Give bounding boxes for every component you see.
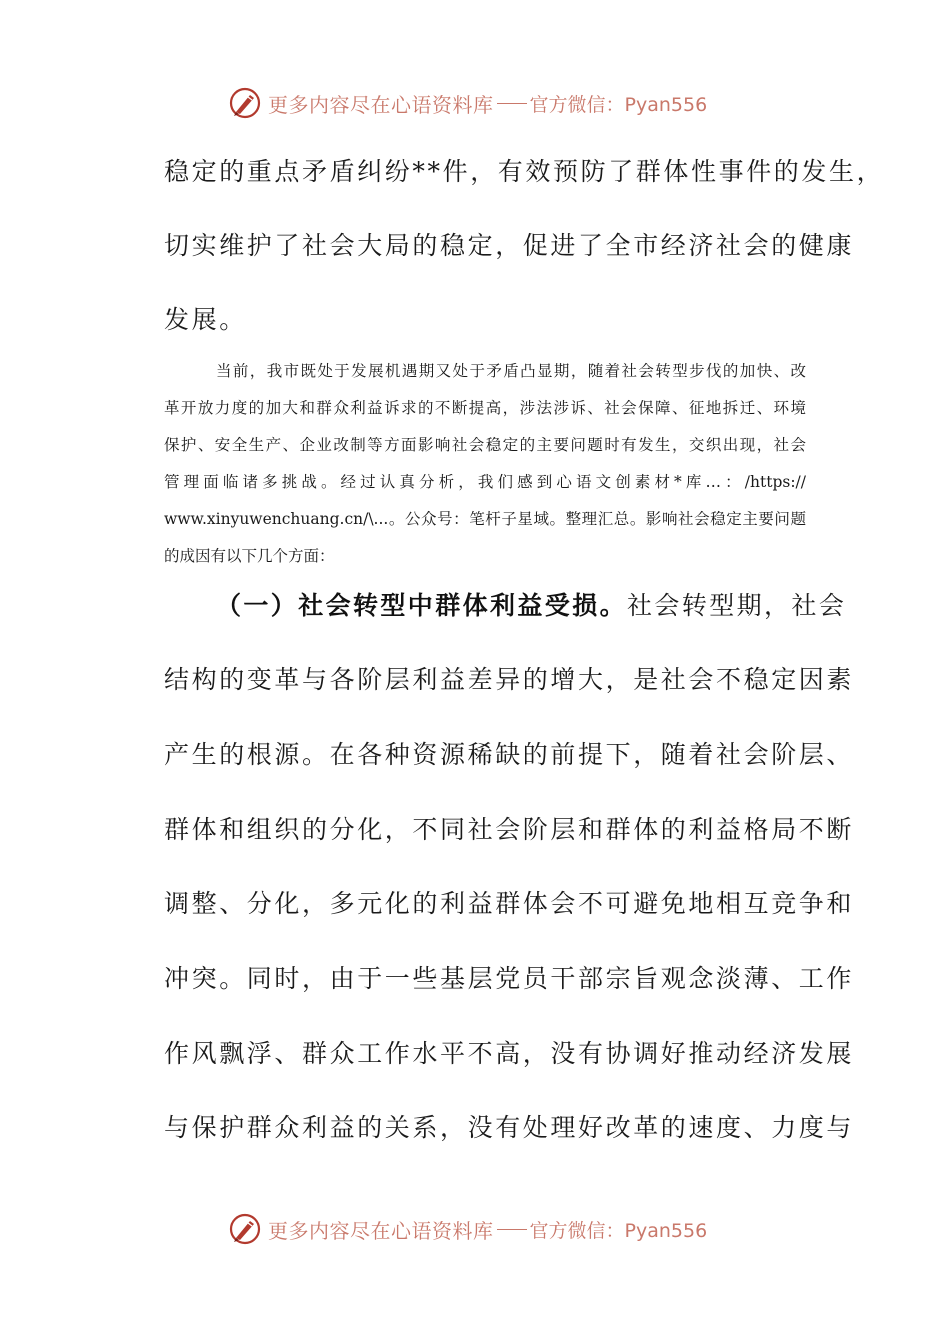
body-line: 冲突。同时，由于一些基层党员干部宗旨观念淡薄、工作 [164, 964, 855, 993]
pen-logo-icon [228, 1212, 262, 1246]
body-line: 与保护群众利益的关系，没有处理好改革的速度、力度与 [164, 1113, 855, 1142]
watermark-wechat: 官方微信：Pyan556 [529, 93, 708, 116]
body-line: 发展。 [164, 305, 247, 334]
watermark-text: 更多内容尽在心语资料库 [268, 1218, 494, 1243]
small-body-line: 当前，我市既处于发展机遇期又处于矛盾凸显期，随着社会转型步伐的加快、改 [216, 362, 806, 380]
body-line: 稳定的重点矛盾纠纷**件，有效预防了群体性事件的发生， [164, 157, 885, 186]
watermark-wechat: 官方微信：Pyan556 [529, 1219, 708, 1242]
watermark-footer [228, 1212, 707, 1246]
section-heading: （一）社会转型中群体利益受损。 [216, 591, 628, 620]
body-line: 群体和组织的分化，不同社会阶层和群体的利益格局不断 [164, 815, 855, 844]
watermark-dash [497, 1229, 527, 1230]
watermark-text: 更多内容尽在心语资料库 [268, 92, 494, 117]
body-line: 调整、分化，多元化的利益群体会不可避免地相互竞争和 [164, 889, 855, 918]
pen-logo-icon [228, 86, 262, 120]
section-heading-line [216, 588, 847, 624]
section-heading-continuation: 社会转型期，社会 [627, 591, 847, 620]
body-line: 切实维护了社会大局的稳定，促进了全市经济社会的健康 [164, 231, 855, 260]
small-body-line: 管理面临诸多挑战。经过认真分析，我们感到心语文创素材*库…：/https:// [164, 473, 806, 491]
body-line: 产生的根源。在各种资源稀缺的前提下，随着社会阶层、 [164, 740, 855, 769]
watermark-header [228, 86, 707, 120]
small-body-line: 的成因有以下几个方面： [164, 547, 335, 565]
body-line: 作风飘浮、群众工作水平不高，没有协调好推动经济发展 [164, 1039, 855, 1068]
watermark-dash [497, 103, 527, 104]
small-body-line: 革开放力度的加大和群众利益诉求的不断提高，涉法涉诉、社会保障、征地拆迁、环境 [164, 399, 806, 417]
body-line: 结构的变革与各阶层利益差异的增大，是社会不稳定因素 [164, 665, 855, 694]
small-body-line: 保护、安全生产、企业改制等方面影响社会稳定的主要问题时有发生，交织出现，社会 [164, 436, 806, 454]
small-body-line: www.xinyuwenchuang.cn/\...。公众号：笔杆子星域。整理汇总。影响社会稳定主要问题 [164, 510, 806, 528]
